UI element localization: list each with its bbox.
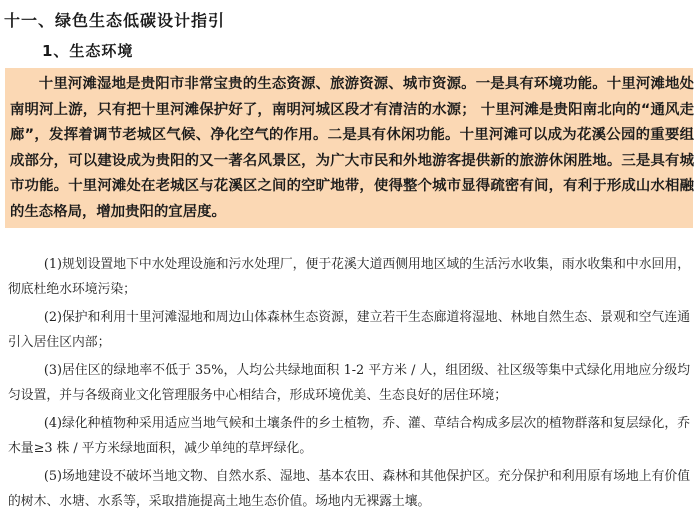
guideline-item-3: (3)居住区的绿地率不低于 35%，人均公共绿地面积 1-2 平方米 / 人，组团级、社区级等集中式绿化用地应分级均匀设置，并与各级商业文化管理服务中心相结合，形成环境优美、生态良好的居住环境； bbox=[8, 363, 690, 403]
section-heading: 十一、绿色生态低碳设计指引 bbox=[4, 11, 226, 30]
highlight-paragraph: 十里河滩湿地是贵阳市非常宝贵的生态资源、旅游资源、城市资源。一是具有环境功能。十里河滩地处南明河上游，只有把十里河滩保护好了，南明河城区段才有清洁的水源； 十里河滩是贵阳南北向的“通风走廊”，发挥着调节老城区气候、净化空气的作用。二是具有休闲功能。十里河滩可以成为花溪公园的重要组成部分，可以建设成为贵阳的又一著名风景区，为广大市民和外地游客提供新的旅游休闲胜地。三是具有城市功能。十里河滩处在老城区与花溪区之间的空旷地带，使得整个城市显得疏密有间，有利于形成山水相融的生态格局，增加贵阳的宜居度。 bbox=[10, 76, 694, 220]
guideline-item-2: (2)保护和利用十里河滩湿地和周边山体森林生态资源，建立若干生态廊道将湿地、林地自然生态、景观和空气连通引入居住区内部； bbox=[8, 310, 690, 350]
subsection-heading: 1、生态环境 bbox=[42, 42, 134, 60]
guideline-item-5: (5)场地建设不破坏当地文物、自然水系、湿地、基本农田、森林和其他保护区。充分保护和利用原有场地上有价值的树木、水塘、水系等，采取措施提高土地生态价值。场地内无裸露土壤。 bbox=[8, 469, 690, 509]
guideline-item-4: (4)绿化种植物种采用适应当地气候和土壤条件的乡土植物，乔、灌、草结合构成多层次的植物群落和复层绿化，乔木量≥3 株 / 平方米绿地面积，减少单纯的草坪绿化。 bbox=[8, 416, 690, 456]
guideline-item-1: (1)规划设置地下中水处理设施和污水处理厂，便于花溪大道西侧用地区域的生活污水收集，雨水收集和中水回用，彻底杜绝水环境污染； bbox=[8, 257, 690, 297]
guideline-list bbox=[8, 252, 690, 517]
